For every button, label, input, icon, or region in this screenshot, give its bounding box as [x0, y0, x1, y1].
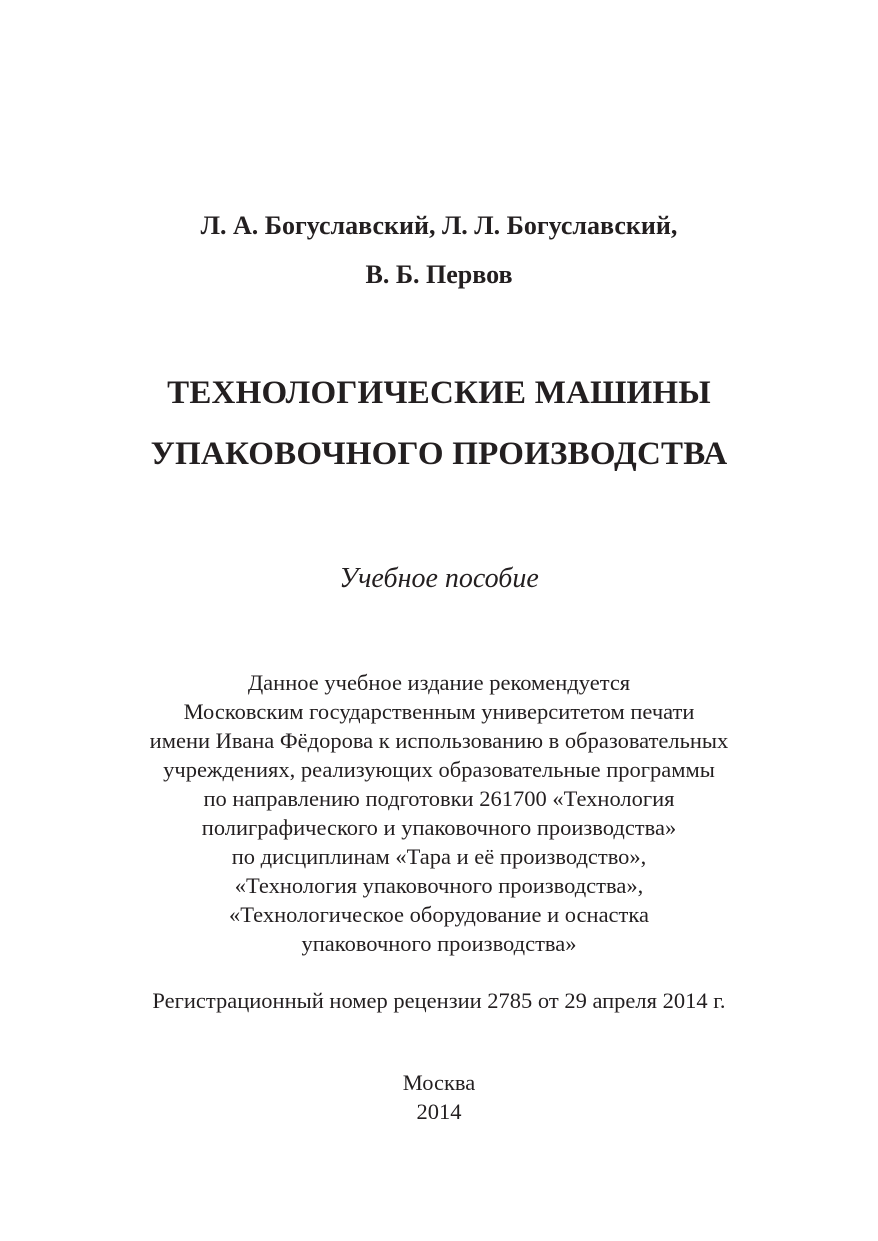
registration-note: Регистрационный номер рецензии 2785 от 29 апреля 2014 г. [152, 988, 726, 1013]
recommendation-line: по дисциплинам «Тара и её производство», [231, 844, 647, 869]
recommendation-line: по направлению подготовки 261700 «Технология [203, 786, 675, 811]
recommendation-line: упаковочного производства» [301, 931, 577, 956]
recommendation-line: учреждениях, реализующих образовательные программы [163, 757, 715, 782]
authors-line-2: В. Б. Первов [365, 260, 513, 289]
recommendation-line: «Технология упаковочного производства», [234, 873, 644, 898]
imprint-year: 2014 [416, 1099, 462, 1124]
recommendation-line: «Технологическое оборудование и оснастка [229, 902, 649, 927]
recommendation-line: Данное учебное издание рекомендуется [247, 670, 631, 695]
recommendation-line: имени Ивана Фёдорова к использованию в образовательных [149, 728, 729, 753]
authors-line-1: Л. А. Богуславский, Л. Л. Богуславский, [200, 211, 678, 240]
recommendation-line: полиграфического и упаковочного производства» [201, 815, 677, 840]
book-title-line-1: ТЕХНОЛОГИЧЕСКИЕ МАШИНЫ [167, 375, 711, 411]
book-title-line-2: УПАКОВОЧНОГО ПРОИЗВОДСТВА [150, 436, 728, 472]
recommendation-line: Московским государственным университетом печати [183, 699, 695, 724]
book-subtitle: Учебное пособие [339, 563, 539, 594]
imprint-city: Москва [402, 1070, 476, 1095]
